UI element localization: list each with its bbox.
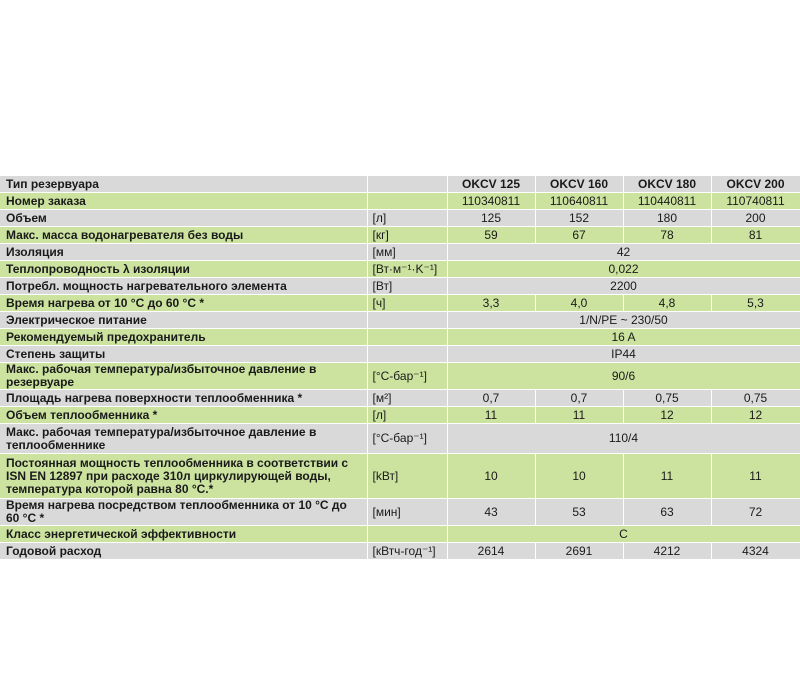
row-label: Объем xyxy=(0,210,367,227)
row-unit xyxy=(367,312,447,329)
row-label: Макс. масса водонагревателя без воды xyxy=(0,227,367,244)
row-unit: [л] xyxy=(367,210,447,227)
table-row xyxy=(0,526,800,543)
row-value: 11 xyxy=(623,454,711,499)
row-unit: [кВтч-год⁻¹] xyxy=(367,543,447,560)
row-value: 200 xyxy=(711,210,800,227)
row-value: 67 xyxy=(535,227,623,244)
row-label: Класс энергетической эффективности xyxy=(0,526,367,543)
row-value: 4324 xyxy=(711,543,800,560)
table-row xyxy=(0,424,800,454)
table-row xyxy=(0,295,800,312)
row-label: Макс. рабочая температура/избыточное давление в резервуаре xyxy=(0,363,367,390)
row-label: Площадь нагрева поверхности теплообменника * xyxy=(0,390,367,407)
row-label: Степень защиты xyxy=(0,346,367,363)
table-row xyxy=(0,363,800,390)
row-value: 2614 xyxy=(447,543,535,560)
row-value: 152 xyxy=(535,210,623,227)
row-value-merged: 90/6 xyxy=(447,363,800,390)
row-unit: [мм] xyxy=(367,244,447,261)
spec-table xyxy=(0,176,800,560)
row-value: 10 xyxy=(447,454,535,499)
row-label: Рекомендуемый предохранитель xyxy=(0,329,367,346)
row-unit xyxy=(367,526,447,543)
table-row xyxy=(0,454,800,499)
row-value: 59 xyxy=(447,227,535,244)
row-value: 11 xyxy=(711,454,800,499)
model-header: OKCV 160 xyxy=(535,176,623,193)
row-unit: [л] xyxy=(367,407,447,424)
table-row xyxy=(0,312,800,329)
header-unit-cell xyxy=(367,176,447,193)
table-row xyxy=(0,210,800,227)
row-value: 12 xyxy=(711,407,800,424)
row-value: 110640811 xyxy=(535,193,623,210)
row-value: 63 xyxy=(623,499,711,526)
row-value: 110440811 xyxy=(623,193,711,210)
row-unit: [мин] xyxy=(367,499,447,526)
model-header: OKCV 125 xyxy=(447,176,535,193)
row-unit: [°C-бар⁻¹] xyxy=(367,424,447,454)
row-label: Потребл. мощность нагревательного элемента xyxy=(0,278,367,295)
row-value: 5,3 xyxy=(711,295,800,312)
row-value-merged: 0,022 xyxy=(447,261,800,278)
row-value: 0,7 xyxy=(447,390,535,407)
table-row xyxy=(0,193,800,210)
row-value: 4212 xyxy=(623,543,711,560)
table-row xyxy=(0,278,800,295)
row-label: Электрическое питание xyxy=(0,312,367,329)
row-value: 180 xyxy=(623,210,711,227)
row-value: 4,0 xyxy=(535,295,623,312)
row-value: 78 xyxy=(623,227,711,244)
row-label: Годовой расход xyxy=(0,543,367,560)
row-label: Время нагрева посредством теплообменника от 10 °C до 60 °C * xyxy=(0,499,367,526)
row-value: 3,3 xyxy=(447,295,535,312)
row-value: 125 xyxy=(447,210,535,227)
row-unit: [кг] xyxy=(367,227,447,244)
table-row xyxy=(0,227,800,244)
table-row xyxy=(0,499,800,526)
header-label: Тип резервуара xyxy=(0,176,367,193)
table-row xyxy=(0,244,800,261)
row-value-merged: 42 xyxy=(447,244,800,261)
row-value-merged: 1/N/PE ~ 230/50 xyxy=(447,312,800,329)
row-unit: [Вт·м⁻¹·K⁻¹] xyxy=(367,261,447,278)
row-unit: [°C-бар⁻¹] xyxy=(367,363,447,390)
table-row xyxy=(0,329,800,346)
table-row xyxy=(0,407,800,424)
header-row xyxy=(0,176,800,193)
row-value: 11 xyxy=(447,407,535,424)
row-unit: [ч] xyxy=(367,295,447,312)
row-value-merged: IP44 xyxy=(447,346,800,363)
table-row xyxy=(0,346,800,363)
row-unit: [kВт] xyxy=(367,454,447,499)
row-value-merged: 110/4 xyxy=(447,424,800,454)
table-row xyxy=(0,543,800,560)
row-value-merged: 2200 xyxy=(447,278,800,295)
row-value: 81 xyxy=(711,227,800,244)
row-unit: [м²] xyxy=(367,390,447,407)
row-value: 2691 xyxy=(535,543,623,560)
row-unit xyxy=(367,329,447,346)
row-value-merged: C xyxy=(447,526,800,543)
row-value: 0,75 xyxy=(623,390,711,407)
row-label: Номер заказа xyxy=(0,193,367,210)
row-label: Постоянная мощность теплообменника в соответствии с ISN EN 12897 при расходе 310л циркулирующей воды, температура которой равна 80 °C.* xyxy=(0,454,367,499)
table-row xyxy=(0,390,800,407)
row-value: 0,75 xyxy=(711,390,800,407)
table-row xyxy=(0,261,800,278)
model-header: OKCV 180 xyxy=(623,176,711,193)
row-value: 12 xyxy=(623,407,711,424)
row-value: 10 xyxy=(535,454,623,499)
row-value: 110340811 xyxy=(447,193,535,210)
row-unit xyxy=(367,193,447,210)
row-label: Макс. рабочая температура/избыточное давление в теплообменнике xyxy=(0,424,367,454)
row-value: 4,8 xyxy=(623,295,711,312)
row-value: 0,7 xyxy=(535,390,623,407)
model-header: OKCV 200 xyxy=(711,176,800,193)
row-value: 110740811 xyxy=(711,193,800,210)
row-unit xyxy=(367,346,447,363)
row-value: 72 xyxy=(711,499,800,526)
row-label: Объем теплообменника * xyxy=(0,407,367,424)
row-value: 43 xyxy=(447,499,535,526)
row-value-merged: 16 A xyxy=(447,329,800,346)
row-label: Изоляция xyxy=(0,244,367,261)
row-label: Время нагрева от 10 °C до 60 °C * xyxy=(0,295,367,312)
row-label: Теплопроводность λ изоляции xyxy=(0,261,367,278)
row-unit: [Вт] xyxy=(367,278,447,295)
row-value: 53 xyxy=(535,499,623,526)
row-value: 11 xyxy=(535,407,623,424)
